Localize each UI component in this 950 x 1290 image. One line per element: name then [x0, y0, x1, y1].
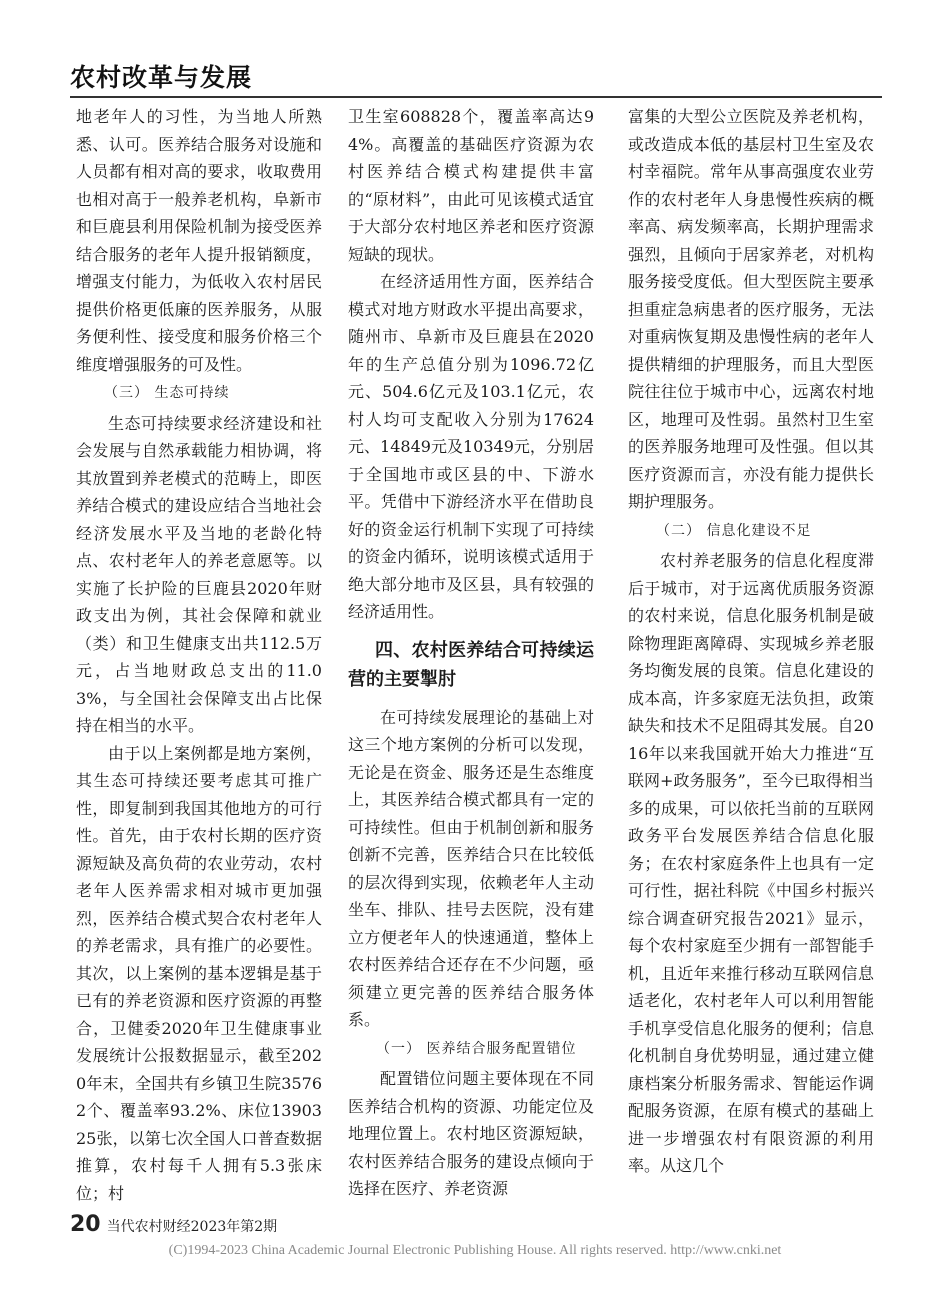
paragraph: 在经济适用性方面，医养结合模式对地方财政水平提出高要求，随州市、阜新市及巨鹿县在2020年的生产总值分别为1096.72亿元、504.6亿元及103.1亿元，农村人均可支配收入分别为17624元、14849元及10349元，分别居于全国地市或区县的中、下游水平。凭借中下游经济水平在借助良好的资金运行机制下实现了可持续的资金内循环，说明该模式适用于绝大部分地市及区县，具有较强的经济适用性。 [348, 272, 594, 621]
journal-issue: 当代农村财经2023年第2期 [106, 1219, 278, 1235]
subsection-heading-informatization: （二） 信息化建设不足 [656, 522, 812, 539]
paragraph: 富集的大型公立医院及养老机构，或改造成本低的基层村卫生室及农村幸福院。常年从事高强度农业劳作的农村老年人身患慢性疾病的概率高、病发频率高，长期护理需求强烈，且倾向于居家养老，对机构服务接受度低。但大型医院主要承担重症急病患者的医疗服务，无法对重病恢复期及患慢性病的老年人提供精细的护理服务，而且大型医院往往位于城市中心，远离农村地区，地理可及性弱。虽然村卫生室的医养服务地理可及性强。但以其医疗资源而言，亦没有能力提供长期护理服务。 [628, 107, 874, 511]
page-footer [70, 1212, 277, 1237]
header-divider [70, 96, 882, 98]
paragraph: 地老年人的习性，为当地人所熟悉、认可。医养结合服务对设施和人员都有相对高的要求，收取费用也相对高于一般养老机构，阜新市和巨鹿县利用保险机制为接受医养结合服务的老年人提升报销额度，增强支付能力，为低收入农村居民提供价格更低廉的医养服务，从服务便利性、接受度和服务价格三个维度增强服务的可及性。 [76, 107, 322, 374]
subsection-heading-misallocation: （一） 医养结合服务配置错位 [376, 1040, 577, 1057]
journal-section-title: 农村改革与发展 [70, 63, 253, 92]
copyright-notice: (C)1994-2023 China Academic Journal Electronic Publishing House. All rights reserved. http://www.cnki.net [168, 1243, 782, 1258]
text-column-left [76, 103, 322, 1207]
paragraph: 配置错位问题主要体现在不同医养结合机构的资源、功能定位及地理位置上。农村地区资源短缺，农村医养结合服务的建设点倾向于选择在医疗、养老资源 [348, 1069, 594, 1198]
text-column-right [628, 103, 874, 1180]
text-column-middle [348, 103, 594, 1203]
section-heading-four: 四、农村医养结合可持续运营的主要掣肘 [348, 639, 594, 690]
paragraph: 农村养老服务的信息化程度滞后于城市，对于远离优质服务资源的农村来说，信息化服务机制是破除物理距离障碍、实现城乡养老服务均衡发展的良策。信息化建设的成本高，许多家庭无法负担，政策缺失和技术不足阻碍其发展。自2016年以来我国就开始大力推进“互联网+政务服务”，至今已取得相当多的成果，可以依托当前的互联网政务平台发展医养结合信息化服务；在农村家庭条件上也具有一定可行性，据社科院《中国乡村振兴综合调查研究报告2021》显示，每个农村家庭至少拥有一部智能手机，且近年来推行移动互联网信息适老化，农村老年人可以利用智能手机享受信息化服务的便利；信息化机制自身优势明显，通过建立健康档案分析服务需求、智能运作调配服务资源，在原有模式的基础上进一步增强农村有限资源的利用率。从这几个 [628, 551, 874, 1175]
paragraph: 卫生室608828个，覆盖率高达94%。高覆盖的基础医疗资源为农村医养结合模式构建提供丰富的“原材料”，由此可见该模式适宜于大部分农村地区养老和医疗资源短缺的现状。 [348, 107, 594, 264]
subsection-heading-ecology: （三） 生态可持续 [104, 385, 230, 401]
paragraph: 由于以上案例都是地方案例，其生态可持续还要考虑其可推广性，即复制到我国其他地方的可行性。首先，由于农村长期的医疗资源短缺及高负荷的农业劳动，农村老年人医养需求相对城市更加强烈，医养结合模式契合农村老年人的养老需求，具有推广的必要性。其次，以上案例的基本逻辑是基于已有的养老资源和医疗资源的再整合，卫健委2020年卫生健康事业发展统计公报数据显示，截至2020年末，全国共有乡镇卫生院35762个、覆盖率93.2%、床位1390325张，以第七次全国人口普查数据推算，农村每千人拥有5.3张床位；村 [76, 743, 322, 1203]
paragraph: 生态可持续要求经济建设和社会发展与自然承载能力相协调，将其放置到养老模式的范畴上，即医养结合模式的建设应结合当地社会经济发展水平及当地的老龄化特点、农村老年人的养老意愿等。以实施了长护险的巨鹿县2020年财政支出为例，其社会保障和就业（类）和卫生健康支出共112.5万元，占当地财政总支出的11.03%，与全国社会保障支出占比保持在相当的水平。 [76, 413, 322, 735]
page-number: 20 [70, 1212, 101, 1237]
paragraph: 在可持续发展理论的基础上对这三个地方案例的分析可以发现，无论是在资金、服务还是生态维度上，其医养结合模式都具有一定的可持续性。但由于机制创新和服务创新不完善，医养结合只在比较低的层次得到实现，依赖老年人主动坐车、排队、挂号去医院，没有建立方便老年人的快速通道，整体上农村医养结合还存在不少问题，亟须建立更完善的医养结合服务体系。 [348, 707, 594, 1029]
